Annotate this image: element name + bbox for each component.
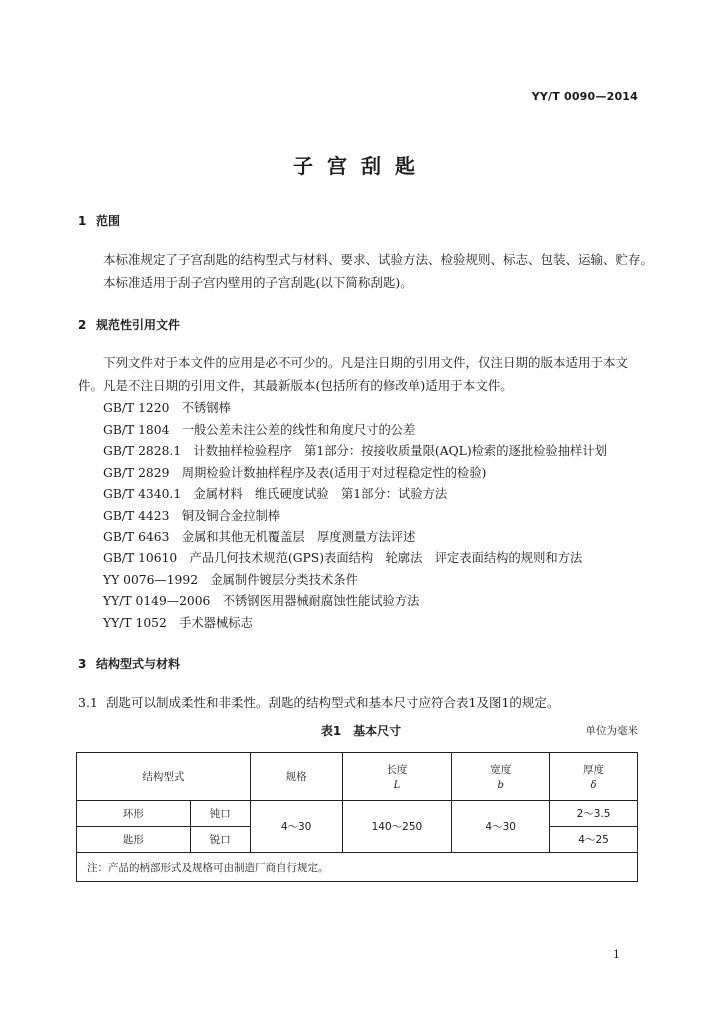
header-width: 宽度 b <box>452 753 550 801</box>
table-cell: 4～30 <box>452 801 550 853</box>
reference-item: GB/T 1804 一般公差未注公差的线性和角度尺寸的公差 <box>103 423 416 437</box>
header-thickness: 厚度 δ <box>550 753 638 801</box>
table-cell: 环形 <box>77 801 191 827</box>
table-cell: 4～30 <box>250 801 342 853</box>
scope-paragraph-1: 本标准规定了子宫刮匙的结构型式与材料、要求、试验方法、检验规则、标志、包装、运输、贮存。 <box>103 252 654 267</box>
table-unit: 单位为毫米 <box>585 725 638 737</box>
document-title: 子宫刮匙 <box>293 154 429 178</box>
standard-number: YY/T 0090—2014 <box>531 90 638 103</box>
reference-item: GB/T 4340.1 金属材料 维氏硬度试验 第1部分：试验方法 <box>103 487 448 501</box>
table-cell: 2～3.5 <box>550 801 638 827</box>
section-3-heading: 3 结构型式与材料 <box>78 657 181 671</box>
reference-item: YY/T 1052 手术器械标志 <box>103 616 253 630</box>
reference-item: GB/T 1220 不锈钢棒 <box>103 401 231 415</box>
clause-3-1: 3.1 刮匙可以制成柔性和非柔性。刮匙的结构型式和基本尺寸应符合表1及图1的规定。 <box>78 695 560 710</box>
dimensions-table <box>76 752 638 882</box>
table-cell: 140～250 <box>342 801 452 853</box>
reference-item: GB/T 6463 金属和其他无机覆盖层 厚度测量方法评述 <box>103 530 416 544</box>
table-cell: 4～25 <box>550 827 638 853</box>
table-cell: 钝口 <box>190 801 250 827</box>
reference-item: GB/T 10610 产品几何技术规范(GPS)表面结构 轮廓法 评定表面结构的规则和方法 <box>103 551 583 565</box>
table-note: 注：产品的柄部形式及规格可由制造厂商自行规定。 <box>77 853 638 882</box>
references-intro-line-2: 件。凡是不注日期的引用文件，其最新版本(包括所有的修改单)适用于本文件。 <box>78 378 513 393</box>
scope-paragraph-2: 本标准适用于刮子宫内壁用的子宫刮匙(以下简称刮匙)。 <box>103 275 413 290</box>
reference-item: GB/T 2829 周期检验计数抽样程序及表(适用于对过程稳定性的检验) <box>103 466 487 480</box>
references-intro-line-1: 下列文件对于本文件的应用是必不可少的。凡是注日期的引用文件，仅注日期的版本适用于本文 <box>103 355 629 370</box>
page-number: 1 <box>613 948 620 961</box>
section-1-heading: 1 范围 <box>78 214 121 228</box>
table-cell: 匙形 <box>77 827 191 853</box>
reference-item: YY 0076—1992 金属制件镀层分类技术条件 <box>103 573 358 587</box>
section-2-heading: 2 规范性引用文件 <box>78 318 181 332</box>
header-length: 长度 L <box>342 753 452 801</box>
reference-item: GB/T 4423 铜及铜合金拉制棒 <box>103 509 281 523</box>
reference-item: YY/T 0149—2006 不锈钢医用器械耐腐蚀性能试验方法 <box>103 594 420 608</box>
table-caption: 表1 基本尺寸 <box>320 724 402 738</box>
table-cell: 锐口 <box>190 827 250 853</box>
reference-item: GB/T 2828.1 计数抽样检验程序 第1部分：按接收质量限(AQL)检索的逐批检验抽样计划 <box>103 444 607 458</box>
header-type: 结构型式 <box>77 753 251 801</box>
header-spec: 规格 <box>250 753 342 801</box>
